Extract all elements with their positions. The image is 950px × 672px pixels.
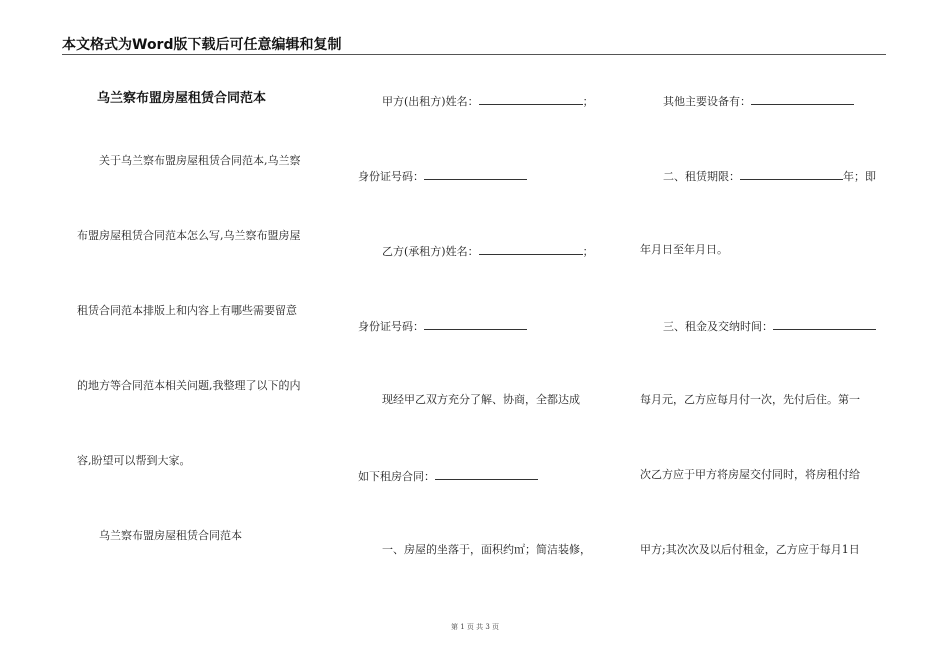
party-a-id-row — [358, 168, 527, 184]
id-label: 身份证号码： — [358, 170, 424, 183]
equipment-blank — [751, 93, 854, 105]
party-a-id-blank — [424, 168, 527, 180]
section-subtitle: 乌兰察布盟房屋租赁合同范本 — [99, 529, 242, 542]
paragraph-line: 租赁合同范本排版上和内容上有哪些需要留意 — [77, 304, 297, 317]
column-3 — [630, 0, 900, 672]
paragraph-line: 每月元，乙方应每月付一次，先付后住。第一 — [640, 393, 860, 406]
paragraph-line: 的地方等合同范本相关问题,我整理了以下的内 — [77, 379, 301, 392]
paragraph-line: 甲方;其次次及以后付租金，乙方应于每月1日 — [640, 543, 860, 556]
header-text: 本文格式为Word版下载后可任意编辑和复制 — [62, 37, 342, 53]
lease-term-end: 年；即 — [843, 170, 876, 183]
column-2 — [340, 0, 620, 672]
party-a-end: ； — [582, 95, 594, 108]
lease-term-label: 二、租赁期限： — [663, 170, 740, 183]
party-b-end: ； — [582, 245, 594, 258]
lease-term-row — [663, 168, 876, 184]
party-b-name-blank — [479, 243, 583, 255]
party-b-id-row — [358, 318, 527, 334]
party-b-id-blank — [424, 318, 527, 330]
paragraph-line: 关于乌兰察布盟房屋租赁合同范本,乌兰察 — [99, 154, 301, 167]
paragraph-line: 年月日至年月日。 — [640, 243, 728, 256]
id-label: 身份证号码： — [358, 320, 424, 333]
column-1 — [0, 0, 330, 672]
party-b-label: 乙方(承租方)姓名： — [382, 245, 479, 258]
equipment-label: 其他主要设备有： — [663, 95, 751, 108]
party-a-name-blank — [479, 93, 583, 105]
paragraph-line: 现经甲乙双方充分了解、协商，全都达成 — [382, 393, 580, 406]
party-a-label: 甲方(出租方)姓名： — [382, 95, 479, 108]
paragraph-line: 次乙方应于甲方将房屋交付同时，将房租付给 — [640, 468, 860, 481]
paragraph-line: 容,盼望可以帮到大家。 — [77, 454, 191, 467]
page-number: 第 1 页 共 3 页 — [450, 623, 500, 631]
contract-intro-label: 如下租房合同： — [358, 470, 435, 483]
party-a-name-row — [382, 93, 594, 109]
rent-blank — [773, 318, 876, 330]
equipment-row — [663, 93, 854, 109]
paragraph-line: 布盟房屋租赁合同范本怎么写,乌兰察布盟房屋 — [77, 229, 301, 242]
document-title: 乌兰察布盟房屋租赁合同范本 — [97, 91, 267, 106]
paragraph-line: 一、房屋的坐落于，面积约㎡；简洁装修， — [382, 543, 591, 556]
rent-label: 三、租金及交纳时间： — [663, 320, 773, 333]
lease-term-blank — [740, 168, 843, 180]
rent-row — [663, 318, 876, 334]
contract-intro-row — [358, 468, 538, 484]
party-b-name-row — [382, 243, 594, 259]
contract-intro-blank — [435, 468, 538, 480]
